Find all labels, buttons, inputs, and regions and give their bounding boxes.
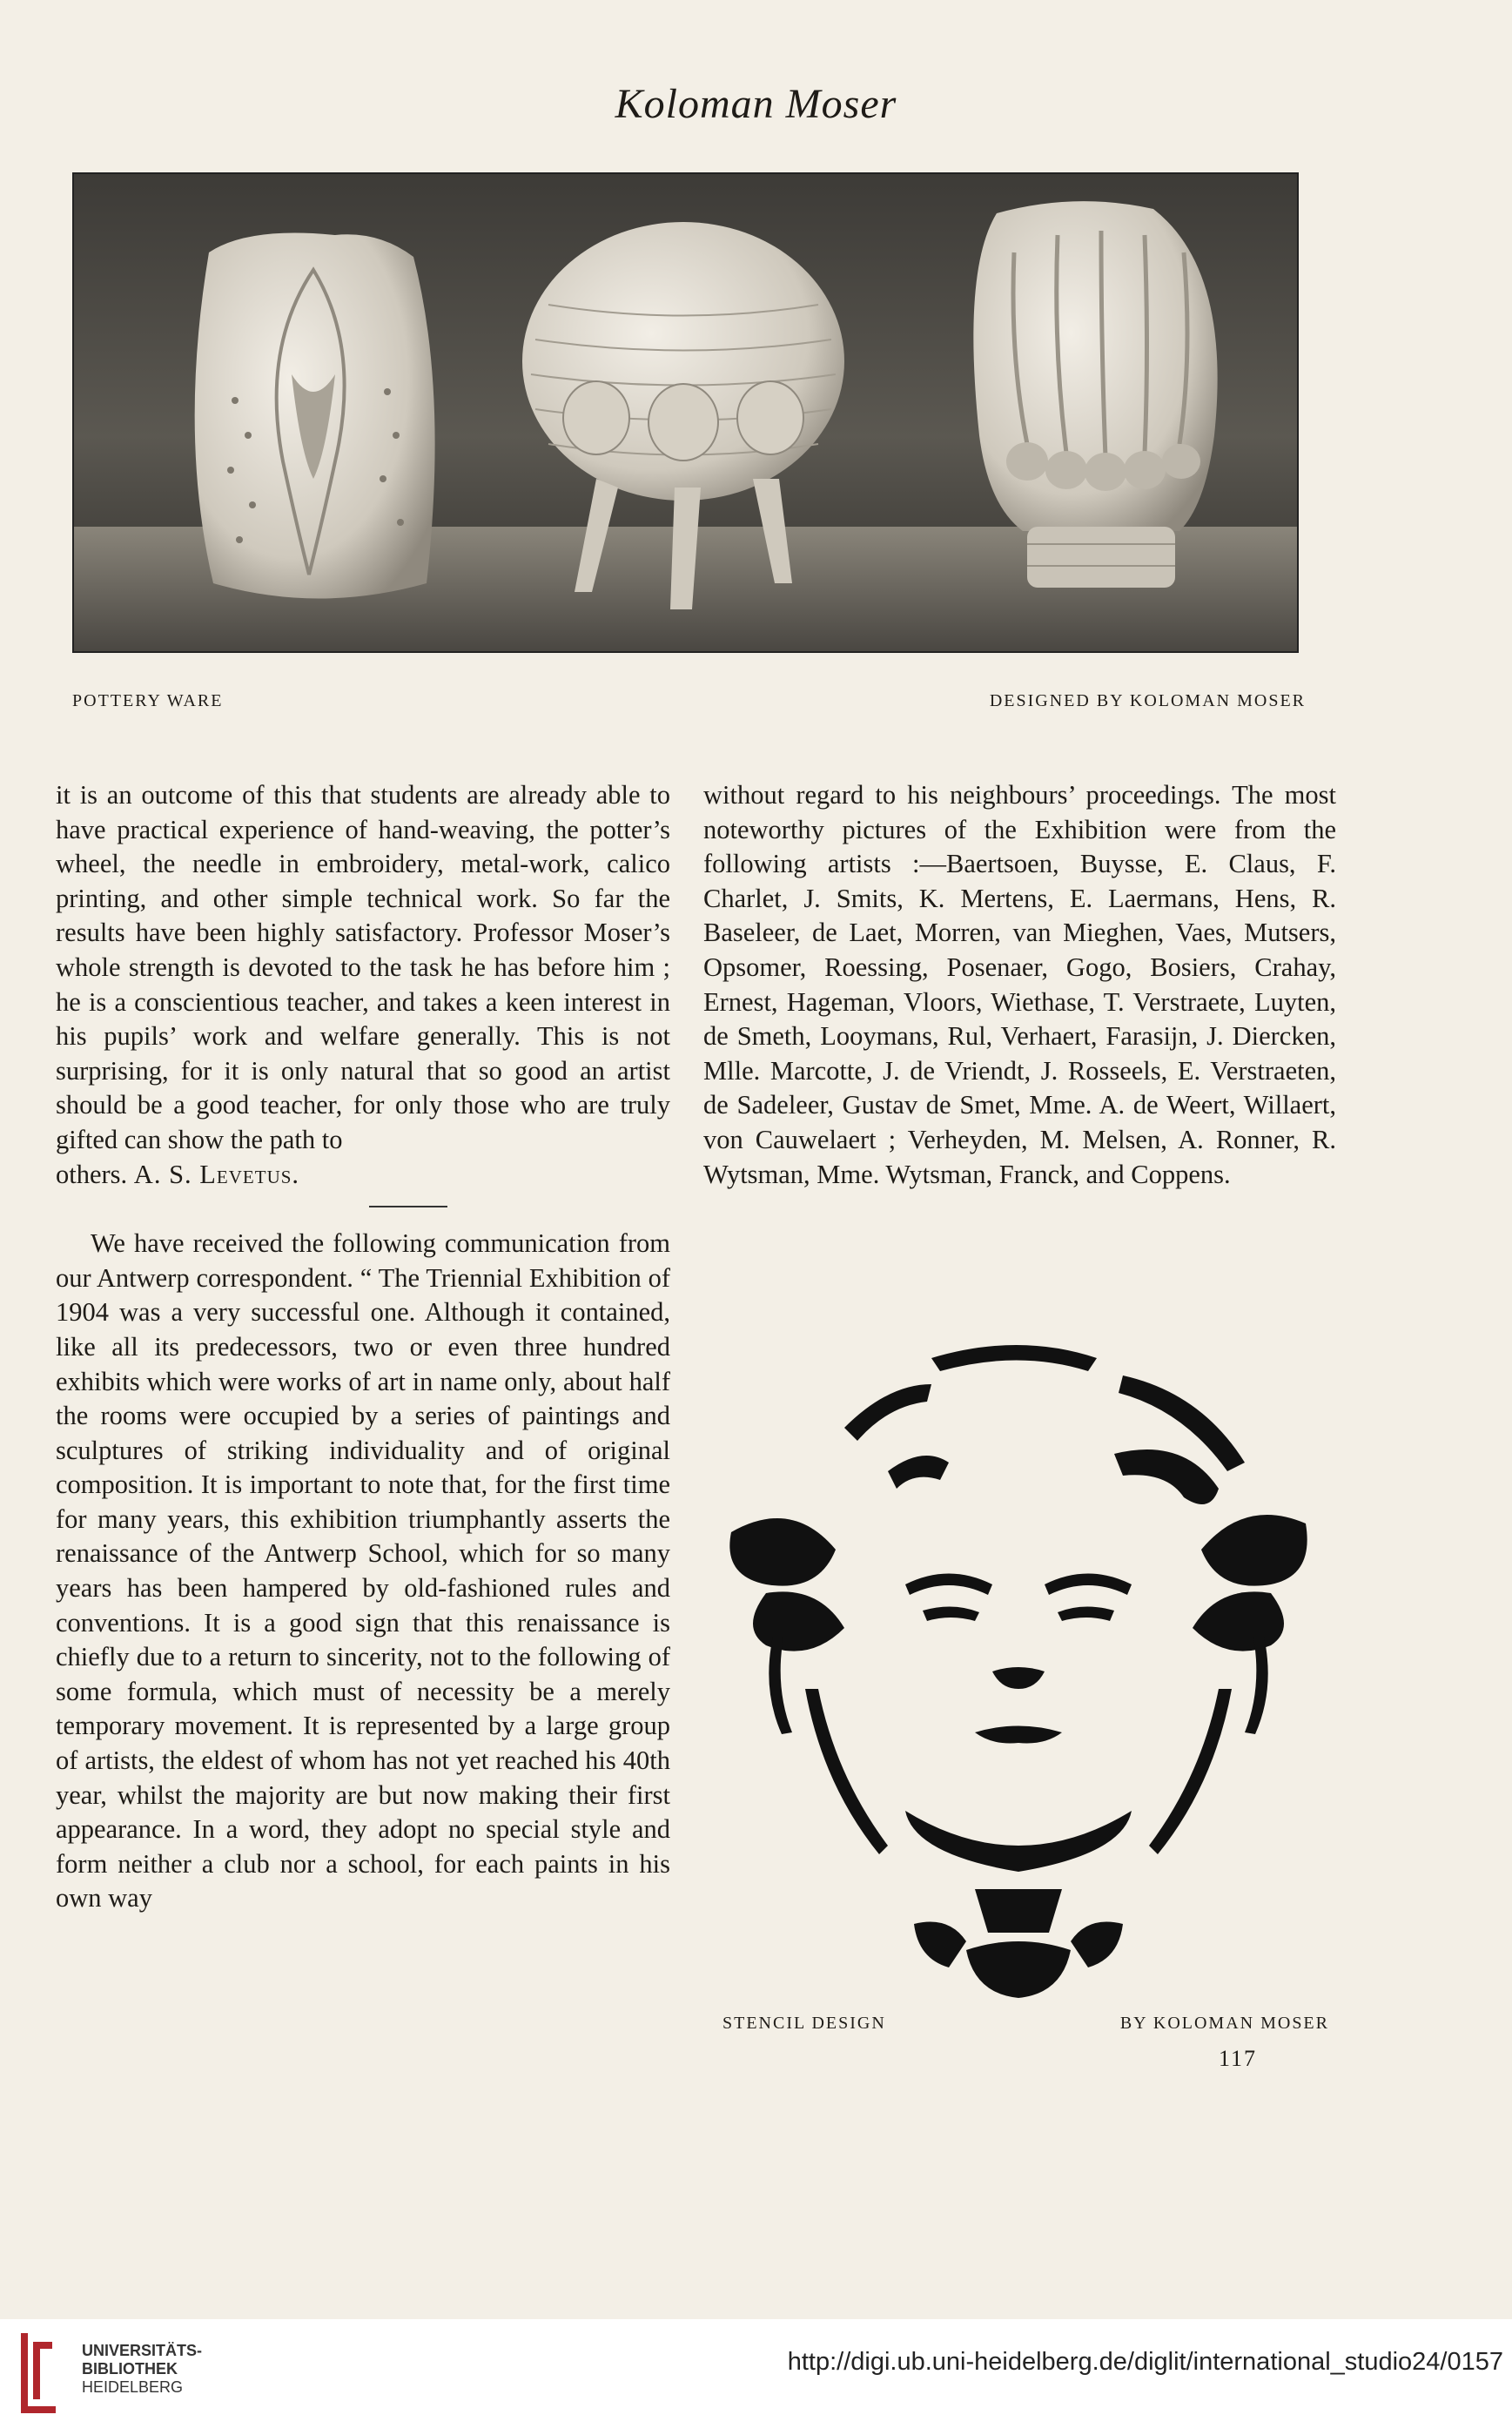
library-line-1: UNIVERSITÄTS- <box>82 2342 203 2359</box>
author-signature: A. S. Levetus. <box>133 1159 300 1189</box>
right-paragraph-1: without regard to his neighbours’ proceedings. The most noteworthy pictures of the Exhibition were from the following artists :—Baertsoen, Buysse, E. Claus, F. Charlet, J. Smits, K. Mertens, E. Laermans, Hens, R. Baseleer, de Laet, Morren, van Mieghen, Vaes, Mutsers, Opsomer, Roessing, Posenaer, Gogo, Bosiers, Crahay, Ernest, Hageman, Vloors, Wiethase, T. Verstraete, Luyten, de Smeth, Looymans, Rul, Verhaert, Farasijn, J. Diercken, Mlle. Marcotte, J. de Vriendt, J. Rosseels, E. Verstraeten, de Sadeleer, Gustav de Smet, Mme. A. de Weert, Willaert, von Cauwelaert ; Verheyden, M. Melsen, A. Ronner, R. Wytsman, Mme. Wytsman, Franck, and Coppens. <box>703 780 1336 1189</box>
left-paragraph-1: it is an outcome of this that students are already able to have practical experience of hand-weaving, the potter’s wheel, the needle in embroidery, metal-work, calico printing, and other simple technical work. So far the results have been highly satisfactory. Professor Moser’s whole strength is devoted to the task he has before him ; he is a conscientious teacher, and takes a keen interest in his pupils’ work and welfare generally. This is not surprising, for it is only natural that so good an artist should be a good teacher, for only those who are truly gifted can show the path to <box>56 780 670 1154</box>
paragraph-end: others. <box>56 1159 128 1189</box>
page-title: Koloman Moser <box>615 81 897 127</box>
library-line-3: HEIDELBERG <box>82 2378 184 2396</box>
stencil-caption-right: BY KOLOMAN MOSER <box>1119 2014 1329 2033</box>
source-url-link[interactable]: http://digi.ub.uni-heidelberg.de/diglit/international_studio24/0157 <box>787 2348 1503 2376</box>
page-number: 117 <box>1219 2046 1258 2071</box>
library-name <box>82 2342 202 2397</box>
library-line-2: BIBLIOTHEK <box>82 2360 178 2378</box>
figure-caption-right: DESIGNED BY KOLOMAN MOSER <box>989 691 1306 710</box>
pottery-photo <box>72 172 1299 653</box>
figure-caption-left: POTTERY WARE <box>72 691 224 710</box>
vase-left <box>195 233 435 599</box>
left-column <box>56 778 670 1916</box>
stencil-illustration <box>714 1323 1323 2011</box>
library-logo-icon <box>16 2330 61 2417</box>
section-divider <box>369 1206 447 1207</box>
signature-line <box>56 1158 670 1193</box>
stencil-caption-left: STENCIL DESIGN <box>722 2014 886 2033</box>
left-paragraph-2: We have received the following communication from our Antwerp correspondent. “ The Triennial Exhibition of 1904 was a very successful one. Although it contained, like all its predecessors, two or even three hundred exhibits which were works of art in name only, about half the rooms were occupied by a series of paintings and sculptures of striking individuality and of original composition. It is important to note that, for the first time for many years, this exhibition triumphantly asserts the renaissance of the Antwerp School, which for so many years has been hampered by old-fashioned rules and conventions. It is a good sign that this renaissance is chiefly due to a return to sincerity, not to the following of some formula, which must of necessity be a merely temporary movement. It is represented by a large group of artists, the eldest of whom has not yet reached his 40th year, whilst the majority are but now making their first appearance. In a word, they adopt no special style and form neither a club nor a school, for each paints in his own way <box>56 1228 670 1913</box>
right-column <box>703 778 1336 1192</box>
